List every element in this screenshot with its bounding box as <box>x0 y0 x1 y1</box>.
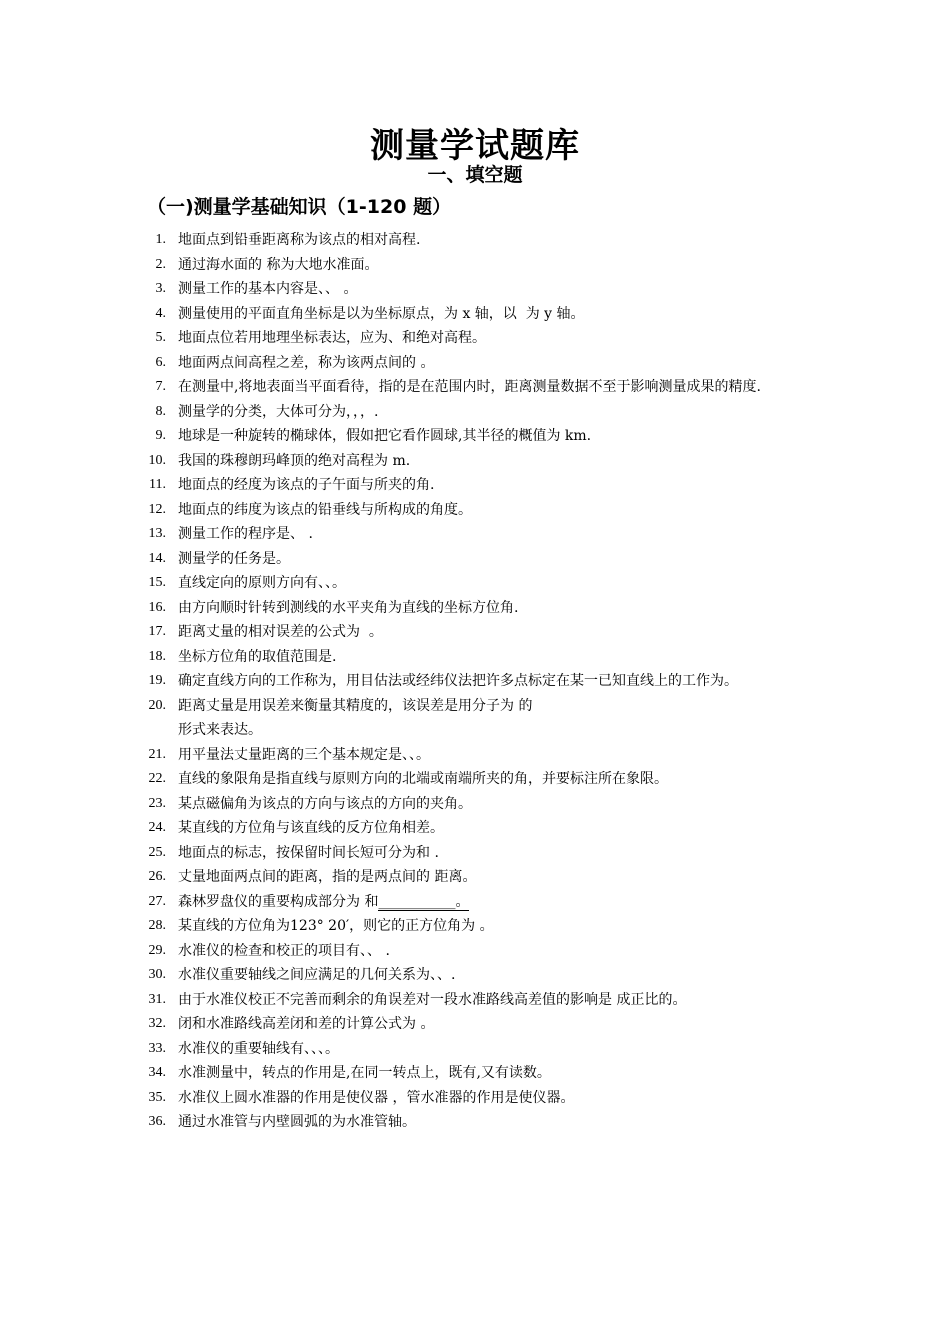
question-number: 26. <box>148 869 166 884</box>
question-number: 18. <box>148 648 166 664</box>
question-item <box>140 351 820 376</box>
question-number: 34. <box>148 1065 166 1080</box>
question-body: 确定直线方向的工作称为，用目估法或经纬仪法把许多点标定在某一已知直线上的工作为。 <box>178 673 738 689</box>
question-item <box>140 988 820 1013</box>
question-body: 距离丈量的相对误差的公式为 。 <box>178 624 383 640</box>
question-body: 测量使用的平面直角坐标是以为坐标原点，为 x 轴，以 为 y 轴。 <box>178 305 585 322</box>
question-item <box>140 865 820 890</box>
question-item <box>140 1037 820 1062</box>
question-text <box>178 326 820 351</box>
question-text <box>178 1086 820 1111</box>
section-heading: （一)测量学基础知识（1-120 题） <box>147 196 452 218</box>
question-text <box>178 767 820 792</box>
question-body: 距离丈量是用误差来衡量其精度的，该误差是用分子为 的 形式来表达。 <box>178 697 533 738</box>
question-body: 地面点的纬度为该点的铅垂线与所构成的角度。 <box>178 501 472 518</box>
question-text <box>178 1037 820 1062</box>
question-item <box>140 547 820 572</box>
question-body: 某点磁偏角为该点的方向与该点的方向的夹角。 <box>178 795 472 812</box>
question-number: 2. <box>155 256 166 272</box>
question-body: 地面点到铅垂距离称为该点的相对高程. <box>178 232 421 248</box>
question-number: 6. <box>155 354 166 370</box>
question-item <box>140 1061 820 1086</box>
question-text <box>178 865 820 890</box>
question-number: 5. <box>155 330 166 345</box>
question-body: 地面点的标志，按保留时间长短可分为和 . <box>178 844 439 861</box>
question-text <box>178 645 820 670</box>
question-body: 用平量法丈量距离的三个基本规定是、、。 <box>178 746 430 763</box>
question-item <box>140 914 820 939</box>
question-body: 水准仪的检查和校正的项目有、、 . <box>178 942 390 959</box>
question-number: 25. <box>148 844 166 860</box>
question-number: 21. <box>148 746 166 762</box>
question-text <box>178 914 820 939</box>
question-item <box>140 473 820 498</box>
question-body: 地面点的经度为该点的子午面与所夹的角. <box>178 477 435 493</box>
question-number: 36. <box>148 1114 166 1129</box>
question-number: 16. <box>148 599 166 615</box>
question-body: 直线的象限角是指直线与原则方向的北端或南端所夹的角，并要标注所在象限。 <box>178 771 668 787</box>
question-text <box>178 816 820 841</box>
question-text <box>178 1061 820 1086</box>
question-item <box>140 841 820 866</box>
question-body: 测量学的任务是。 <box>178 550 290 567</box>
question-number: 31. <box>148 991 166 1007</box>
question-item <box>140 228 820 253</box>
question-number: 8. <box>155 403 166 419</box>
question-body: 通过水准管与内壁圆弧的为水准管轴。 <box>178 1114 416 1130</box>
question-body: 测量学的分类，大体可分为，，，. <box>178 403 379 420</box>
question-body: 坐标方位角的取值范围是. <box>178 648 337 665</box>
question-body: 地面点位若用地理坐标表达，应为、和绝对高程。 <box>178 330 486 346</box>
question-number: 33. <box>148 1040 166 1056</box>
question-body: 水准仪重要轴线之间应满足的几何关系为、、. <box>178 967 456 983</box>
question-number: 1. <box>155 232 166 247</box>
question-body: 测量工作的基本内容是、、 。 <box>178 281 358 297</box>
question-number: 24. <box>148 820 166 835</box>
question-number: 15. <box>148 575 166 590</box>
question-number: 22. <box>148 771 166 786</box>
question-item <box>140 571 820 596</box>
question-number: 4. <box>155 305 166 321</box>
question-number: 3. <box>155 281 166 296</box>
question-text <box>178 596 820 621</box>
question-item <box>140 596 820 621</box>
question-item <box>140 767 820 792</box>
question-text <box>178 571 820 596</box>
question-body: 森林罗盘仪的重要构成部分为 和 <box>178 893 379 910</box>
question-item <box>140 939 820 964</box>
question-body: 地球是一种旋转的椭球体，假如把它看作圆球,其半径的概值为 km. <box>178 428 592 444</box>
question-number: 17. <box>148 624 166 639</box>
question-text <box>178 424 820 449</box>
question-text <box>178 743 820 768</box>
question-body: 测量工作的程序是、 . <box>178 526 313 542</box>
question-number: 11. <box>149 477 166 492</box>
question-number: 13. <box>148 526 166 541</box>
question-item <box>140 963 820 988</box>
page-title: 测量学试题库 <box>370 126 580 166</box>
question-text <box>178 620 820 645</box>
page-subtitle: 一、填空题 <box>427 164 523 186</box>
question-number: 35. <box>148 1089 166 1105</box>
question-item <box>140 522 820 547</box>
question-item <box>140 277 820 302</box>
question-item <box>140 890 820 915</box>
question-text <box>178 228 820 253</box>
question-item <box>140 498 820 523</box>
question-item <box>140 375 820 400</box>
question-body: 水准仪上圆水准器的作用是使仪器 ，管水准器的作用是使仪器。 <box>178 1089 575 1106</box>
question-text <box>178 792 820 817</box>
question-item <box>140 816 820 841</box>
question-number: 29. <box>148 942 166 958</box>
question-number: 27. <box>148 893 166 909</box>
question-item <box>140 620 820 645</box>
question-item <box>140 645 820 670</box>
question-text <box>178 277 820 302</box>
question-text <box>178 988 820 1013</box>
question-item <box>140 326 820 351</box>
question-item <box>140 669 820 694</box>
question-text <box>178 963 820 988</box>
question-number: 32. <box>148 1016 166 1031</box>
question-item <box>140 302 820 327</box>
question-number: 14. <box>148 550 166 566</box>
question-text <box>178 253 820 278</box>
question-text <box>178 400 820 425</box>
question-text <box>178 302 820 327</box>
question-body: 地面两点间高程之差，称为该两点间的 。 <box>178 354 435 371</box>
question-item <box>140 1110 820 1135</box>
question-item <box>140 253 820 278</box>
answer-blank: ___________。 <box>378 893 470 910</box>
question-text <box>178 351 820 376</box>
question-number: 20. <box>148 697 166 713</box>
question-item <box>140 743 820 768</box>
question-number: 19. <box>148 673 166 688</box>
question-body: 闭和水准路线高差闭和差的计算公式为 。 <box>178 1016 435 1032</box>
question-body: 某直线的方位角与该直线的反方位角相差。 <box>178 820 444 836</box>
question-text <box>178 375 820 400</box>
question-body: 在测量中,将地表面当平面看待，指的是在范围内时，距离测量数据不至于影响测量成果的精度. <box>178 379 761 395</box>
question-text <box>178 841 820 866</box>
question-item <box>140 694 820 743</box>
question-number: 10. <box>148 452 166 468</box>
question-number: 28. <box>148 918 166 933</box>
question-text <box>178 694 820 743</box>
question-text <box>178 522 820 547</box>
question-text <box>178 1012 820 1037</box>
question-body: 某直线的方位角为123° 20′，则它的正方位角为 。 <box>178 918 494 934</box>
question-text <box>178 1110 820 1135</box>
question-text <box>178 473 820 498</box>
question-body: 通过海水面的 称为大地水准面。 <box>178 256 379 273</box>
question-item <box>140 424 820 449</box>
question-number: 30. <box>148 967 166 982</box>
question-body: 由方向顺时针转到测线的水平夹角为直线的坐标方位角. <box>178 599 519 616</box>
question-item <box>140 400 820 425</box>
question-number: 23. <box>148 795 166 811</box>
question-text <box>178 669 820 694</box>
question-item <box>140 449 820 474</box>
question-item <box>140 792 820 817</box>
question-body: 水准测量中，转点的作用是,在同一转点上，既有,又有读数。 <box>178 1065 551 1081</box>
question-number: 12. <box>148 501 166 517</box>
question-text <box>178 890 820 915</box>
question-body: 由于水准仪校正不完善而剩余的角误差对一段水准路线高差值的影响是 成正比的。 <box>178 991 687 1008</box>
question-text <box>178 939 820 964</box>
question-body: 直线定向的原则方向有、、。 <box>178 575 346 591</box>
question-number: 7. <box>155 379 166 394</box>
question-body: 丈量地面两点间的距离，指的是两点间的 距离。 <box>178 869 477 885</box>
question-item <box>140 1086 820 1111</box>
question-body: 水准仪的重要轴线有、、、。 <box>178 1040 339 1057</box>
question-list <box>140 228 820 1135</box>
question-item <box>140 1012 820 1037</box>
question-number: 9. <box>155 428 166 443</box>
question-text <box>178 498 820 523</box>
question-text <box>178 449 820 474</box>
question-text <box>178 547 820 572</box>
question-body: 我国的珠穆朗玛峰顶的绝对高程为 m. <box>178 452 411 469</box>
